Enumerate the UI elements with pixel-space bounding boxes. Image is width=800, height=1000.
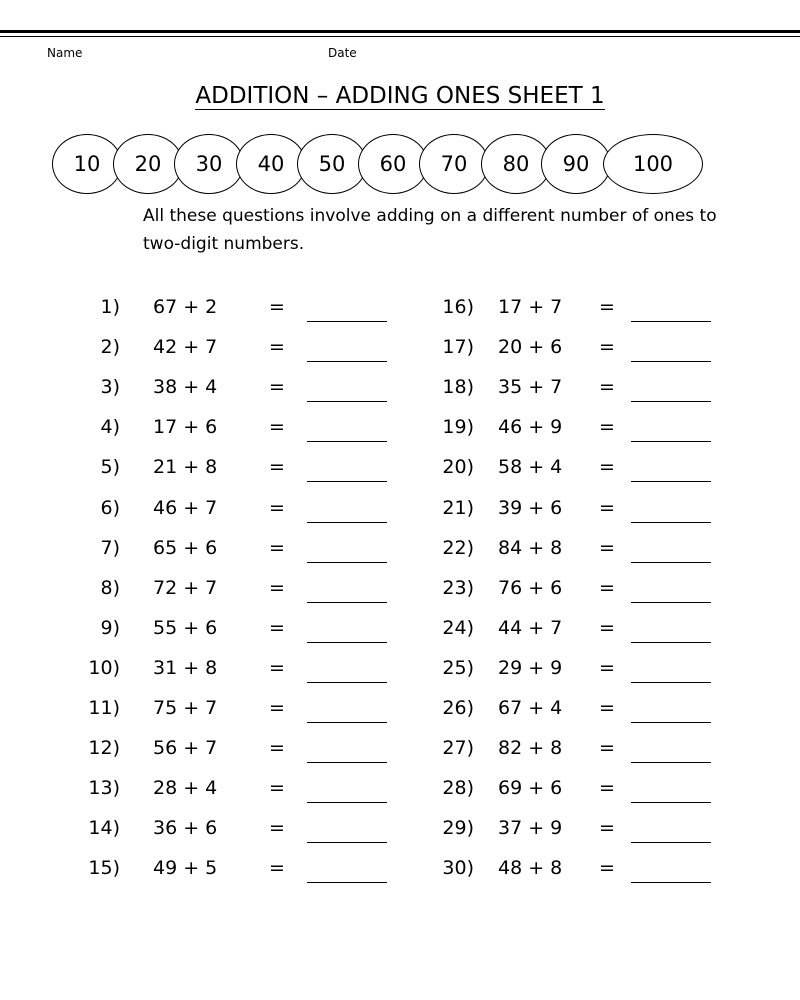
question-expression: 49 + 5 bbox=[153, 857, 218, 879]
question-expression: 76 + 6 bbox=[498, 577, 563, 599]
question-expression: 35 + 7 bbox=[498, 376, 563, 398]
question-number: 16) bbox=[442, 296, 474, 318]
question-expression: 65 + 6 bbox=[153, 537, 218, 559]
question-number: 15) bbox=[88, 857, 120, 879]
equals-sign: = bbox=[599, 336, 615, 358]
number-line-bubble: 10 bbox=[52, 134, 122, 194]
question-expression: 31 + 8 bbox=[153, 657, 218, 679]
number-line-bubble: 30 bbox=[174, 134, 244, 194]
number-line-bubble: 80 bbox=[481, 134, 551, 194]
equals-sign: = bbox=[599, 817, 615, 839]
equals-sign: = bbox=[269, 416, 285, 438]
question-expression: 72 + 7 bbox=[153, 577, 218, 599]
question-item bbox=[0, 415, 800, 455]
equals-sign: = bbox=[269, 697, 285, 719]
question-item bbox=[0, 616, 800, 656]
question-number: 26) bbox=[442, 697, 474, 719]
question-expression: 58 + 4 bbox=[498, 456, 563, 478]
question-number: 4) bbox=[100, 416, 120, 438]
answer-blank[interactable] bbox=[631, 481, 711, 482]
question-number: 11) bbox=[88, 697, 120, 719]
question-number: 9) bbox=[100, 617, 120, 639]
sheet-title bbox=[0, 82, 800, 110]
answer-blank[interactable] bbox=[631, 361, 711, 362]
question-number: 20) bbox=[442, 456, 474, 478]
equals-sign: = bbox=[269, 497, 285, 519]
question-item bbox=[0, 536, 800, 576]
equals-sign: = bbox=[599, 697, 615, 719]
question-number: 7) bbox=[100, 537, 120, 559]
question-item bbox=[0, 455, 800, 495]
question-expression: 20 + 6 bbox=[498, 336, 563, 358]
question-expression: 44 + 7 bbox=[498, 617, 563, 639]
question-number: 21) bbox=[442, 497, 474, 519]
equals-sign: = bbox=[599, 777, 615, 799]
question-number: 23) bbox=[442, 577, 474, 599]
number-line-bubble: 50 bbox=[297, 134, 367, 194]
question-number: 12) bbox=[88, 737, 120, 759]
question-number: 24) bbox=[442, 617, 474, 639]
question-expression: 75 + 7 bbox=[153, 697, 218, 719]
question-expression: 42 + 7 bbox=[153, 336, 218, 358]
equals-sign: = bbox=[269, 817, 285, 839]
equals-sign: = bbox=[269, 456, 285, 478]
question-number: 18) bbox=[442, 376, 474, 398]
number-line-bubble: 100 bbox=[603, 134, 703, 194]
question-number: 5) bbox=[100, 456, 120, 478]
equals-sign: = bbox=[599, 577, 615, 599]
equals-sign: = bbox=[269, 376, 285, 398]
equals-sign: = bbox=[599, 657, 615, 679]
question-expression: 28 + 4 bbox=[153, 777, 218, 799]
number-line-bubble: 60 bbox=[358, 134, 428, 194]
date-label: Date bbox=[328, 46, 357, 60]
question-expression: 56 + 7 bbox=[153, 737, 218, 759]
answer-blank[interactable] bbox=[631, 802, 711, 803]
question-expression: 38 + 4 bbox=[153, 376, 218, 398]
question-number: 17) bbox=[442, 336, 474, 358]
answer-blank[interactable] bbox=[631, 762, 711, 763]
question-expression: 69 + 6 bbox=[498, 777, 563, 799]
question-expression: 82 + 8 bbox=[498, 737, 563, 759]
question-expression: 55 + 6 bbox=[153, 617, 218, 639]
question-item bbox=[0, 856, 800, 896]
question-item bbox=[0, 335, 800, 375]
instructions-line-1: All these questions involve adding on a different number of ones to bbox=[143, 206, 717, 226]
question-expression: 67 + 2 bbox=[153, 296, 218, 318]
number-line-bubble: 20 bbox=[113, 134, 183, 194]
question-number: 27) bbox=[442, 737, 474, 759]
answer-blank[interactable] bbox=[631, 842, 711, 843]
equals-sign: = bbox=[269, 617, 285, 639]
question-number: 10) bbox=[88, 657, 120, 679]
answer-blank[interactable] bbox=[631, 882, 711, 883]
answer-blank[interactable] bbox=[631, 642, 711, 643]
question-item bbox=[0, 295, 800, 335]
equals-sign: = bbox=[599, 456, 615, 478]
equals-sign: = bbox=[269, 657, 285, 679]
question-item bbox=[0, 496, 800, 536]
question-item bbox=[0, 656, 800, 696]
equals-sign: = bbox=[599, 857, 615, 879]
question-number: 29) bbox=[442, 817, 474, 839]
answer-blank[interactable] bbox=[631, 321, 711, 322]
equals-sign: = bbox=[269, 537, 285, 559]
question-number: 1) bbox=[100, 296, 120, 318]
question-number: 8) bbox=[100, 577, 120, 599]
equals-sign: = bbox=[269, 857, 285, 879]
answer-blank[interactable] bbox=[631, 441, 711, 442]
number-line-bubble: 70 bbox=[419, 134, 489, 194]
equals-sign: = bbox=[599, 416, 615, 438]
question-number: 19) bbox=[442, 416, 474, 438]
question-number: 14) bbox=[88, 817, 120, 839]
question-expression: 84 + 8 bbox=[498, 537, 563, 559]
question-item bbox=[0, 375, 800, 415]
equals-sign: = bbox=[269, 777, 285, 799]
question-expression: 29 + 9 bbox=[498, 657, 563, 679]
equals-sign: = bbox=[599, 497, 615, 519]
question-expression: 36 + 6 bbox=[153, 817, 218, 839]
question-number: 6) bbox=[100, 497, 120, 519]
answer-blank[interactable] bbox=[631, 401, 711, 402]
question-number: 28) bbox=[442, 777, 474, 799]
question-item bbox=[0, 736, 800, 776]
question-expression: 39 + 6 bbox=[498, 497, 563, 519]
equals-sign: = bbox=[599, 376, 615, 398]
question-item bbox=[0, 816, 800, 856]
answer-blank[interactable] bbox=[631, 522, 711, 523]
question-item bbox=[0, 696, 800, 736]
name-label: Name bbox=[47, 46, 83, 60]
number-line-bubble: 90 bbox=[541, 134, 611, 194]
answer-blank[interactable] bbox=[631, 682, 711, 683]
equals-sign: = bbox=[599, 537, 615, 559]
question-number: 13) bbox=[88, 777, 120, 799]
question-number: 30) bbox=[442, 857, 474, 879]
question-number: 3) bbox=[100, 376, 120, 398]
top-rule bbox=[0, 30, 800, 33]
equals-sign: = bbox=[269, 577, 285, 599]
question-number: 2) bbox=[100, 336, 120, 358]
answer-blank[interactable] bbox=[631, 722, 711, 723]
equals-sign: = bbox=[599, 296, 615, 318]
question-expression: 46 + 9 bbox=[498, 416, 563, 438]
question-expression: 37 + 9 bbox=[498, 817, 563, 839]
question-expression: 67 + 4 bbox=[498, 697, 563, 719]
equals-sign: = bbox=[269, 737, 285, 759]
question-expression: 48 + 8 bbox=[498, 857, 563, 879]
question-item bbox=[0, 776, 800, 816]
equals-sign: = bbox=[599, 617, 615, 639]
question-expression: 21 + 8 bbox=[153, 456, 218, 478]
equals-sign: = bbox=[269, 296, 285, 318]
question-number: 22) bbox=[442, 537, 474, 559]
question-expression: 46 + 7 bbox=[153, 497, 218, 519]
question-number: 25) bbox=[442, 657, 474, 679]
answer-blank[interactable] bbox=[631, 602, 711, 603]
sheet-title-text: ADDITION – ADDING ONES SHEET 1 bbox=[195, 83, 605, 109]
question-expression: 17 + 7 bbox=[498, 296, 563, 318]
equals-sign: = bbox=[599, 737, 615, 759]
equals-sign: = bbox=[269, 336, 285, 358]
number-line-bubble: 40 bbox=[236, 134, 306, 194]
top-rule-thin bbox=[0, 36, 800, 37]
instructions-line-2: two-digit numbers. bbox=[143, 234, 305, 254]
question-expression: 17 + 6 bbox=[153, 416, 218, 438]
answer-blank[interactable] bbox=[631, 562, 711, 563]
question-item bbox=[0, 576, 800, 616]
instructions bbox=[143, 202, 743, 258]
